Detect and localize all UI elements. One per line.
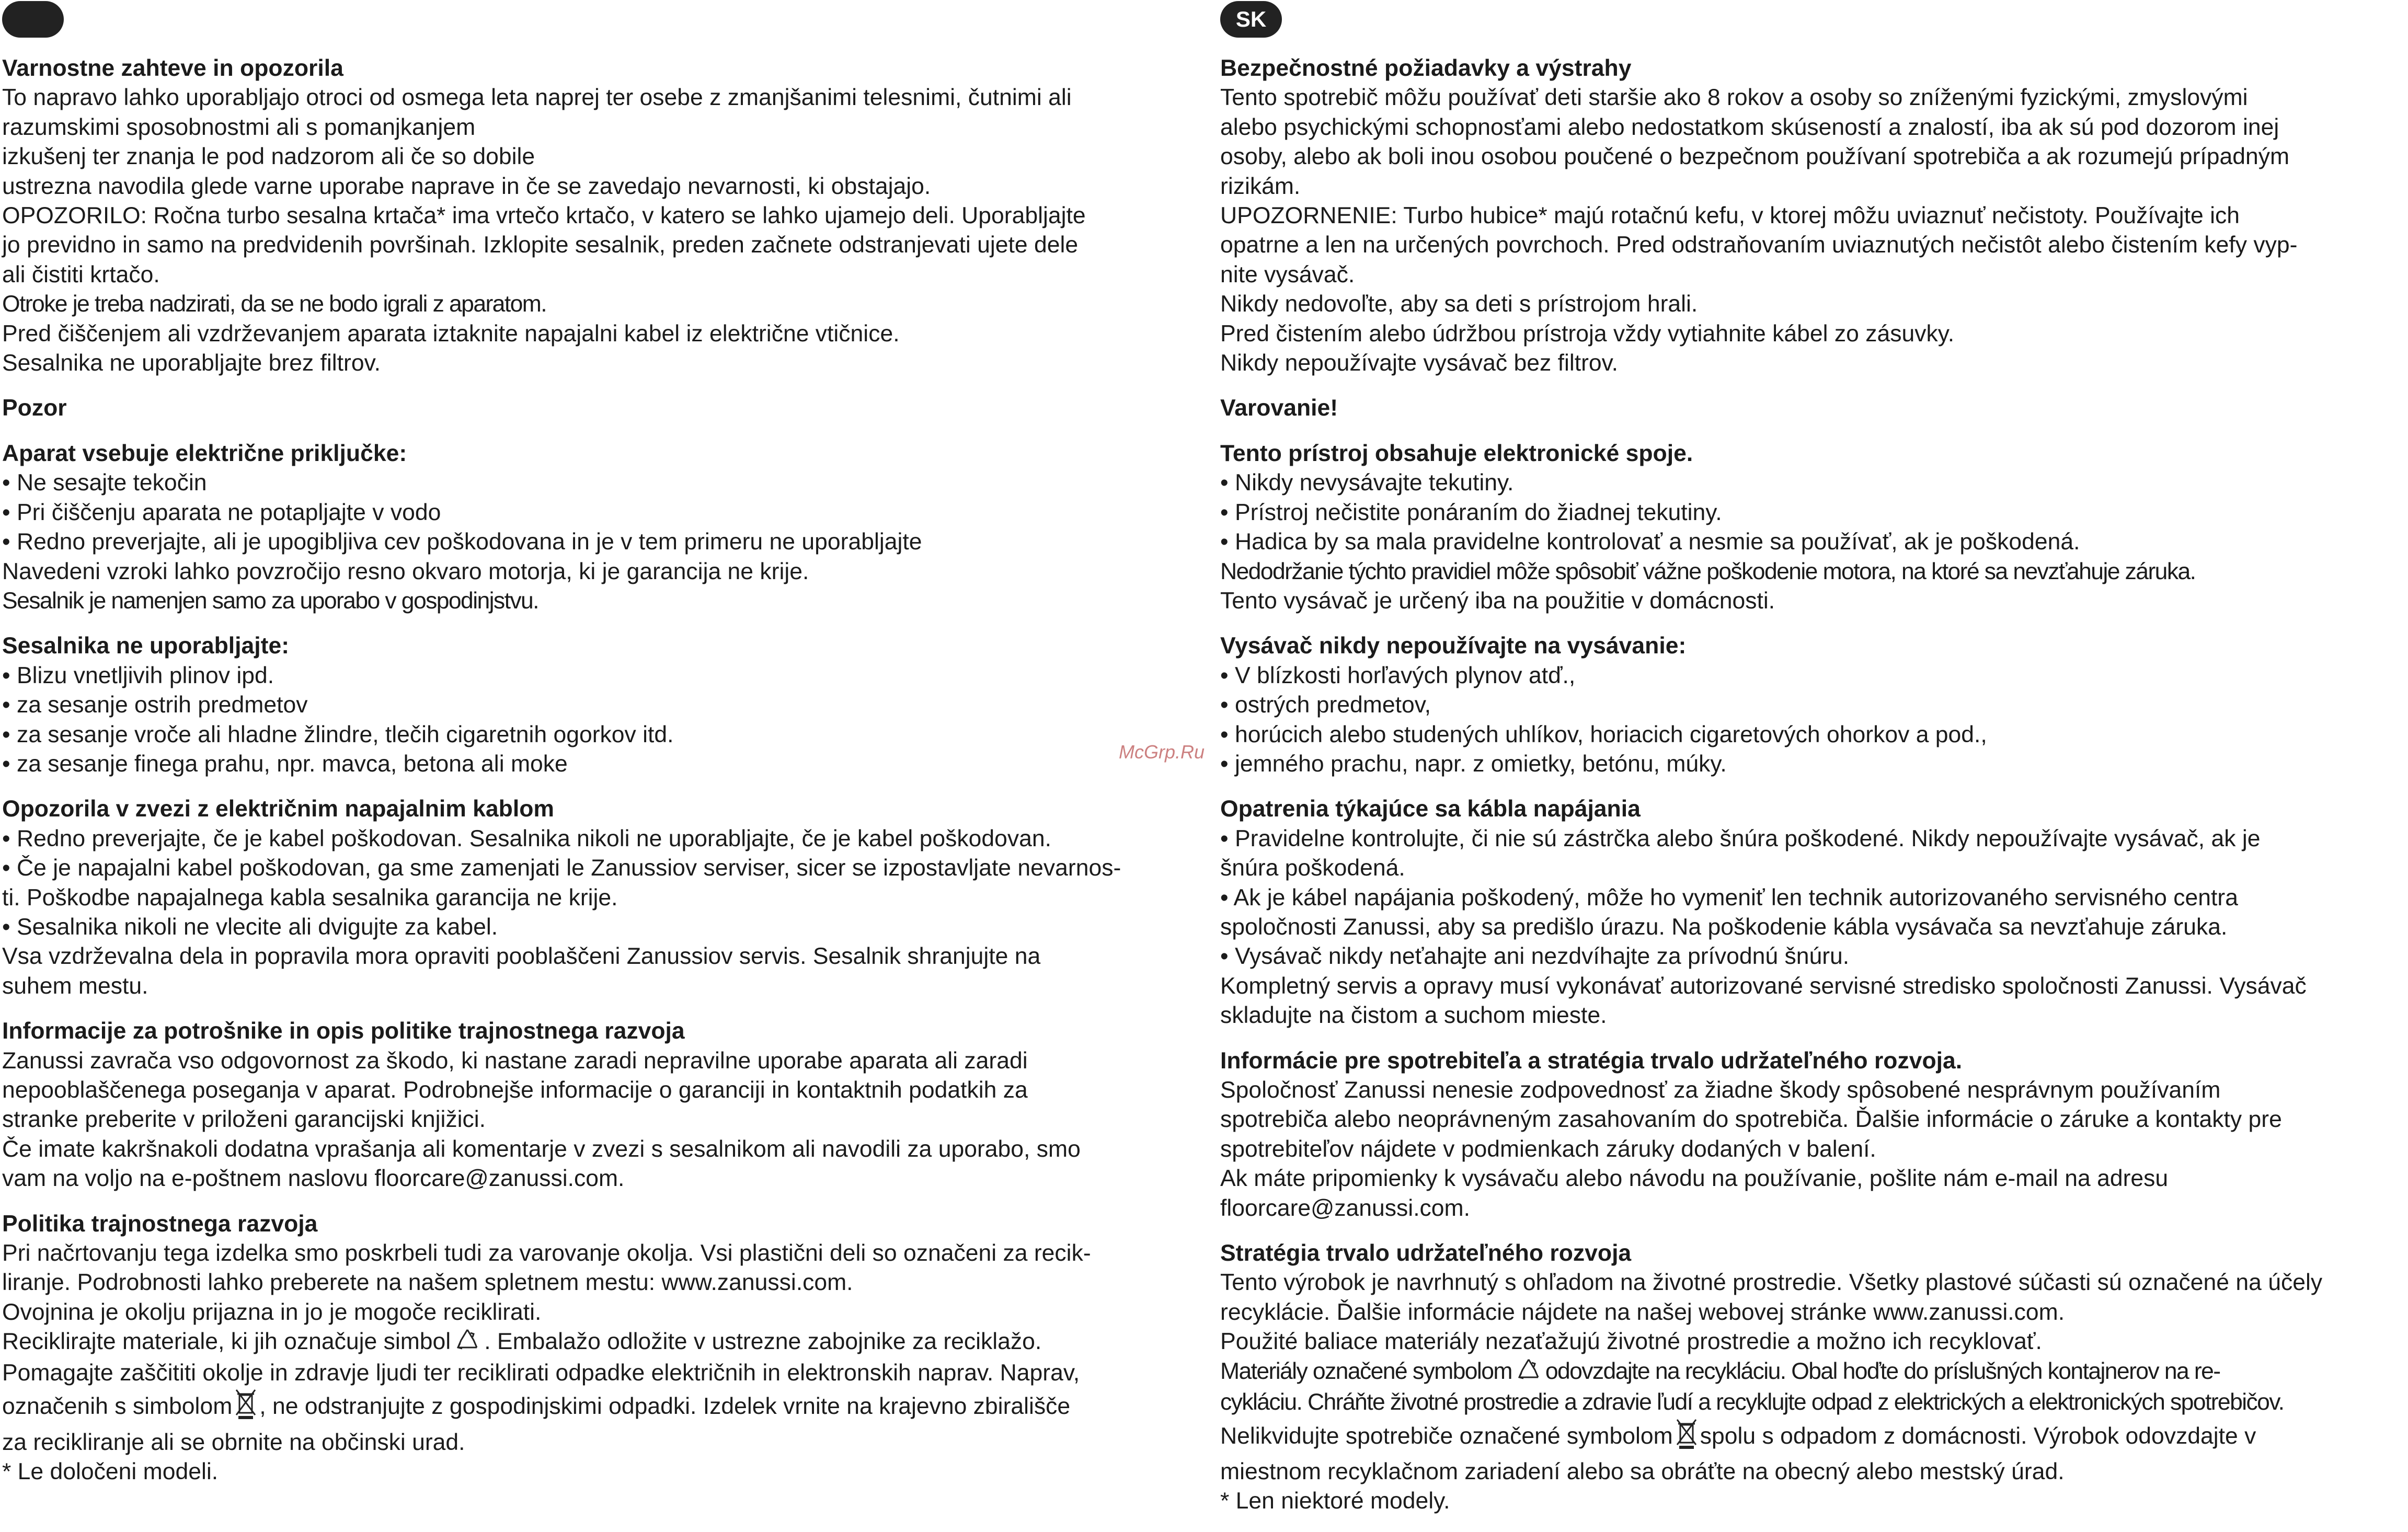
crossed-bin-icon bbox=[234, 1388, 257, 1427]
section-title: Vysávač nikdy nepoužívajte na vysávanie: bbox=[1220, 633, 1687, 659]
text-fragment: odovzdajte na recykláciu. Obal hoďte do príslušných kontajnerov na re- bbox=[1545, 1358, 2220, 1384]
text-line: recyklácie. Ďalšie informácie nájdete na našej webovej stránke www.zanussi.com. bbox=[1220, 1299, 2065, 1325]
list-item: • Če je napajalni kabel poškodovan, ga sme zamenjati le Zanussiov serviser, sicer se izpostavljate nevarnos- bbox=[2, 855, 1121, 881]
section-title: Opatrenia týkajúce sa kábla napájania bbox=[1220, 796, 1641, 822]
text-line: Použité baliace materiály nezaťažujú životné prostredie a možno ich recyklovať. bbox=[1220, 1329, 2042, 1355]
watermark: McGrp.Ru bbox=[1119, 741, 1205, 763]
section-title: Pozor bbox=[2, 395, 67, 421]
list-item: • horúcich alebo studených uhlíkov, horiacich cigaretových ohorkov a pod., bbox=[1220, 721, 1987, 747]
list-item: • za sesanje vroče ali hladne žlindre, tlečih cigaretnih ogorkov itd. bbox=[2, 721, 674, 747]
text-line: spotrebiča alebo neoprávneným zasahovaním do spotrebiča. Ďalšie informácie o záruke a kontakty pre bbox=[1220, 1107, 2282, 1133]
section-caution bbox=[2, 394, 1197, 423]
list-item: • Sesalnika nikoli ne vlecite ali dvigujte za kabel. bbox=[2, 914, 498, 940]
recycle-icon bbox=[453, 1328, 482, 1358]
footnote: * Le določeni modeli. bbox=[2, 1458, 219, 1484]
text-line: Tento výrobok je navrhnutý s ohľadom na životné prostredie. Všetky plastové súčasti sú označené na účely bbox=[1220, 1270, 2323, 1296]
text-line: ti. Poškodbe napajalnega kabla sesalnika garancija ne krije. bbox=[2, 884, 618, 911]
section-sustainability bbox=[1220, 1239, 2408, 1516]
right-content bbox=[1220, 54, 2408, 1532]
list-item: • Blizu vnetljivih plinov ipd. bbox=[2, 662, 274, 688]
text-line: Pomagajte zaščititi okolje in zdravje ljudi ter reciklirati odpadke električnih in elektronskih naprav. Naprav, bbox=[2, 1360, 1080, 1386]
text-line: Navedeni vzroki lahko povzročijo resno okvaro motorja, ki je garancija ne krije. bbox=[2, 558, 809, 584]
text-line: Sesalnika ne uporabljajte brez filtrov. bbox=[2, 350, 381, 376]
section-power-cable bbox=[1220, 794, 2408, 1030]
text-fragment: . Embalažo odložite v ustrezne zabojnike za reciklažo. bbox=[484, 1329, 1042, 1355]
text-fragment: Nelikvidujte spotrebiče označené symbolom bbox=[1220, 1423, 1673, 1449]
text-line bbox=[1220, 1418, 2408, 1457]
text-line bbox=[2, 1388, 1197, 1427]
text-line: izkušenj ter znanja le pod nadzorom ali če so dobile bbox=[2, 144, 535, 170]
crossed-bin-icon bbox=[1675, 1418, 1698, 1457]
text-line: Nedodržanie týchto pravidiel môže spôsobiť vážne poškodenie motora, na ktoré sa nevzťahuje záruka. bbox=[1220, 558, 2196, 584]
text-line: spotrebiteľov nájdete v podmienkach záruky dodaných v balení. bbox=[1220, 1136, 1876, 1162]
text-line bbox=[1220, 1357, 2408, 1388]
text-line: Nikdy nepoužívajte vysávač bez filtrov. bbox=[1220, 350, 1618, 376]
text-line: spoločnosti Zanussi, aby sa predišlo úrazu. Na poškodenie kábla vysávača sa nevzťahuje záruka. bbox=[1220, 914, 2228, 940]
text-line: Ovojnina je okolju prijazna in jo je mogoče reciklirati. bbox=[2, 1299, 542, 1325]
text-line: liranje. Podrobnosti lahko preberete na našem spletnem mestu: www.zanussi.com. bbox=[2, 1270, 853, 1296]
list-item: • jemného prachu, napr. z omietky, betónu, múky. bbox=[1220, 751, 1727, 777]
text-line: Pri načrtovanju tega izdelka smo poskrbeli tudi za varovanje okolja. Vsi plastični deli so označeni za recik- bbox=[2, 1240, 1091, 1266]
text-line: Vsa vzdrževalna dela in popravila mora opraviti pooblaščeni Zanussiov servis. Sesalnik shranjujte na bbox=[2, 943, 1041, 970]
section-do-not-use bbox=[1220, 631, 2408, 779]
section-do-not-use bbox=[2, 631, 1197, 779]
section-safety bbox=[2, 54, 1197, 378]
text-line: stranke preberite v priloženi garancijski knjižici. bbox=[2, 1107, 486, 1133]
text-line: Tento vysávač je určený iba na použitie v domácnosti. bbox=[1220, 588, 1775, 614]
text-line: šnúra poškodená. bbox=[1220, 855, 1405, 881]
list-item: • Ne sesajte tekočin bbox=[2, 470, 207, 496]
text-line: To napravo lahko uporabljajo otroci od osmega leta naprej ter osebe z zmanjšanimi telesnimi, čutnimi ali bbox=[2, 85, 1072, 111]
text-line: cykláciu. Chráňte životné prostredie a zdravie ľudí a recyklujte odpad z elektrických a elektronických spotrebičov. bbox=[1220, 1389, 2284, 1415]
text-fragment: Materiály označené symbolom bbox=[1220, 1358, 1512, 1384]
text-fragment: , ne odstranjujte z gospodinjskimi odpadki. Izdelek vrnite na krajevno zbirališče bbox=[259, 1393, 1071, 1420]
list-item: • V blízkosti horľavých plynov atď., bbox=[1220, 662, 1576, 688]
text-line: razumskimi sposobnostmi ali s pomanjkanjem bbox=[2, 114, 476, 140]
list-item: • za sesanje finega prahu, npr. mavca, betona ali moke bbox=[2, 751, 568, 777]
section-title: Aparat vsebuje električne priključke: bbox=[2, 440, 407, 466]
text-fragment: Reciklirajte materiale, ki jih označuje simbol bbox=[2, 1329, 451, 1355]
text-line: Ak máte pripomienky k vysávaču alebo návodu na používanie, pošlite nám e-mail na adresu bbox=[1220, 1166, 2169, 1192]
text-line: floorcare@zanussi.com. bbox=[1220, 1195, 1470, 1221]
text-fragment: označenih s simbolom bbox=[2, 1393, 233, 1420]
section-title: Politika trajnostnega razvoja bbox=[2, 1211, 318, 1237]
list-item: • Ak je kábel napájania poškodený, môže ho vymeniť len technik autorizovaného servisného centra bbox=[1220, 884, 2238, 911]
section-electronics bbox=[1220, 439, 2408, 616]
list-item: • za sesanje ostrih predmetov bbox=[2, 692, 308, 718]
list-item: • Redno preverjajte, ali je upogibljiva cev poškodovana in je v tem primeru ne uporabljajte bbox=[2, 529, 922, 555]
list-item: • Nikdy nevysávajte tekutiny. bbox=[1220, 470, 1514, 496]
text-line: Zanussi zavrača vso odgovornost za škodo, ki nastane zaradi nepravilne uporabe aparata ali zaradi bbox=[2, 1047, 1028, 1074]
list-item: • Redno preverjajte, če je kabel poškodovan. Sesalnika nikoli ne uporabljajte, če je kabel poškodovan. bbox=[2, 825, 1051, 851]
text-line: Otroke je treba nadzirati, da se ne bodo igrali z aparatom. bbox=[2, 291, 546, 317]
section-title: Stratégia trvalo udržateľného rozvoja bbox=[1220, 1240, 1632, 1266]
section-safety bbox=[1220, 54, 2408, 378]
text-line: Pred čistením alebo údržbou prístroja vždy vytiahnite kábel zo zásuvky. bbox=[1220, 320, 1955, 347]
list-item: • Prístroj nečistite ponáraním do žiadnej tekutiny. bbox=[1220, 499, 1722, 525]
list-item: • Vysávač nikdy neťahajte ani nezdvíhajte za prívodnú šnúru. bbox=[1220, 943, 1850, 970]
text-line: Če imate kakršnakoli dodatna vprašanja ali komentarje v zvezi s sesalnikom ali navodili za uporabo, smo bbox=[2, 1136, 1081, 1162]
section-title: Bezpečnostné požiadavky a výstrahy bbox=[1220, 55, 1632, 81]
footnote: * Len niektoré modely. bbox=[1220, 1488, 1450, 1514]
text-line: Pred čiščenjem ali vzdrževanjem aparata iztaknite napajalni kabel iz električne vtičnice. bbox=[2, 320, 900, 347]
text-line: nite vysávač. bbox=[1220, 261, 1355, 287]
section-title: Varnostne zahteve in opozorila bbox=[2, 55, 343, 81]
recycle-icon bbox=[1514, 1357, 1543, 1388]
text-line: ali čistiti krtačo. bbox=[2, 261, 160, 287]
list-item: • Pri čiščenju aparata ne potapljajte v vodo bbox=[2, 499, 441, 525]
section-warning bbox=[1220, 394, 2408, 423]
left-content bbox=[2, 54, 1197, 1502]
text-line: osoby, alebo ak boli inou osobou poučené o bezpečnom používaní spotrebiča a ak rozumejú prípadným bbox=[1220, 144, 2290, 170]
section-sustainability bbox=[2, 1210, 1197, 1487]
section-consumer-info bbox=[2, 1017, 1197, 1193]
text-line: Tento spotrebič môžu používať deti staršie ako 8 rokov a osoby so zníženými fyzickými, zmyslovými bbox=[1220, 85, 2248, 111]
text-line: rizikám. bbox=[1220, 173, 1301, 199]
section-title: Opozorila v zvezi z električnim napajalnim kablom bbox=[2, 796, 554, 822]
text-line: OPOZORILO: Ročna turbo sesalna krtača* ima vrtečo krtačo, v katero se lahko ujamejo deli. Uporabljajte bbox=[2, 203, 1086, 229]
section-title: Informácie pre spotrebiteľa a stratégia trvalo udržateľného rozvoja. bbox=[1220, 1047, 1963, 1074]
section-title: Sesalnika ne uporabljajte: bbox=[2, 633, 290, 659]
text-line: Nikdy nedovoľte, aby sa deti s prístrojom hrali. bbox=[1220, 291, 1698, 317]
text-line: suhem mestu. bbox=[2, 973, 148, 999]
text-line: alebo psychickými schopnosťami alebo nedostatkom skúseností a znalostí, iba ak sú pod dozorom inej bbox=[1220, 114, 2279, 140]
text-line: skladujte na čistom a suchom mieste. bbox=[1220, 1003, 1607, 1029]
text-line: nepooblaščenega poseganja v aparat. Podrobnejše informacije o garanciji in kontaktnih podatkih za bbox=[2, 1077, 1028, 1103]
text-line: za recikliranje ali se obrnite na občinski urad. bbox=[2, 1429, 465, 1455]
list-item: • Hadica by sa mala pravidelne kontrolovať a nesmie sa používať, ak je poškodená. bbox=[1220, 529, 2080, 555]
section-title: Tento prístroj obsahuje elektronické spoje. bbox=[1220, 440, 1693, 466]
text-line bbox=[2, 1327, 1197, 1358]
list-item: • ostrých predmetov, bbox=[1220, 692, 1431, 718]
text-line: opatrne a len na určených povrchoch. Pred odstraňovaním uviaznutých nečistôt alebo čistením kefy vyp- bbox=[1220, 232, 2298, 258]
list-item: • Pravidelne kontrolujte, či nie sú zástrčka alebo šnúra poškodené. Nikdy nepoužívajte vysávač, ak je bbox=[1220, 825, 2261, 851]
text-fragment: spolu s odpadom z domácnosti. Výrobok odovzdajte v bbox=[1700, 1423, 2256, 1449]
text-line: Sesalnik je namenjen samo za uporabo v gospodinjstvu. bbox=[2, 588, 538, 614]
section-power-cable bbox=[2, 794, 1197, 1001]
text-line: ustrezna navodila glede varne uporabe naprave in če se zavedajo nevarnosti, ki obstajajo. bbox=[2, 173, 931, 199]
text-line: vam na voljo na e-poštnem naslovu floorcare@zanussi.com. bbox=[2, 1166, 625, 1192]
language-badge-right: SK bbox=[1220, 1, 1282, 38]
section-electrical bbox=[2, 439, 1197, 616]
section-title: Informacije za potrošnike in opis politike trajnostnega razvoja bbox=[2, 1018, 685, 1044]
language-badge-left bbox=[2, 1, 64, 38]
text-line: Kompletný servis a opravy musí vykonávať autorizované servisné stredisko spoločnosti Zanussi. Vysávač bbox=[1220, 973, 2307, 999]
text-line: Spoločnosť Zanussi nenesie zodpovednosť za žiadne škody spôsobené nesprávnym používaním bbox=[1220, 1077, 2221, 1103]
section-consumer-info bbox=[1220, 1046, 2408, 1223]
section-title: Varovanie! bbox=[1220, 395, 1338, 421]
text-line: UPOZORNENIE: Turbo hubice* majú rotačnú kefu, v ktorej môžu uviaznuť nečistoty. Používajte ich bbox=[1220, 203, 2240, 229]
text-line: jo previdno in samo na predvidenih površinah. Izklopite sesalnik, preden začnete odstranjevati ujete dele bbox=[2, 232, 1079, 258]
text-line: miestnom recyklačnom zariadení alebo sa obráťte na obecný alebo mestský úrad. bbox=[1220, 1458, 2065, 1484]
